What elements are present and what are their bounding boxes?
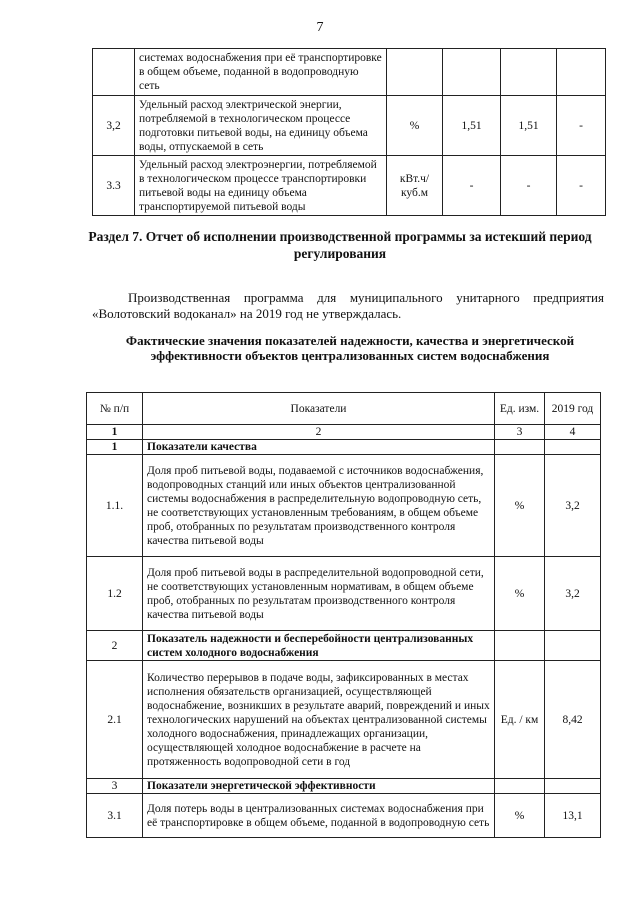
indicator-text: Доля потерь воды в централизованных системах водоснабжения при её транспортировке в общем объеме, поданной в водопроводную сеть: [143, 794, 495, 838]
column-number: 1: [87, 425, 143, 440]
unit-cell: [495, 779, 545, 794]
section-row: [87, 779, 601, 794]
row-number: 3.3: [93, 156, 135, 216]
table-row: [93, 96, 606, 156]
table-row: [87, 794, 601, 838]
unit-cell: кВт.ч/ куб.м: [387, 156, 443, 216]
unit-cell: [495, 440, 545, 455]
page-number: 7: [316, 20, 324, 35]
value-cell: -: [557, 156, 606, 216]
value-cell: -: [557, 96, 606, 156]
row-number: 3,2: [93, 96, 135, 156]
indicator-text: Удельный расход электрической энергии, потребляемой в технологическом процессе подготовки питьевой воды, на единицу объема воды, отпускаемой в сеть: [135, 96, 387, 156]
table-row: [93, 49, 606, 96]
section-title: Раздел 7. Отчет об исполнении производственной программы за истекший период регулирования: [88, 229, 592, 261]
table-row: [87, 455, 601, 557]
header-name: Показатели: [143, 393, 495, 425]
unit-cell: Ед. / км: [495, 661, 545, 779]
row-number: 1.2: [87, 557, 143, 631]
value-cell: 13,1: [545, 794, 601, 838]
column-number: 4: [545, 425, 601, 440]
header-num: № п/п: [87, 393, 143, 425]
section-row: [87, 440, 601, 455]
body-paragraph: Производственная программа для муниципального унитарного предприятия «Волотовский водоканал» на 2019 год не утверждалась.: [92, 290, 604, 321]
section-heading: Показатели качества: [143, 440, 495, 455]
row-number: 1.1.: [87, 455, 143, 557]
unit-cell: %: [495, 557, 545, 631]
indicator-text: системах водоснабжения при её транспортировке в общем объеме, поданной в водопроводную сеть: [135, 49, 387, 96]
table-row: [93, 156, 606, 216]
unit-cell: %: [495, 794, 545, 838]
row-number: 2.1: [87, 661, 143, 779]
column-number: 3: [495, 425, 545, 440]
value-cell: 3,2: [545, 557, 601, 631]
value-cell: [443, 49, 501, 96]
value-cell: [545, 440, 601, 455]
value-cell: 1,51: [501, 96, 557, 156]
column-number: 2: [143, 425, 495, 440]
value-cell: 1,51: [443, 96, 501, 156]
unit-cell: %: [495, 455, 545, 557]
row-number: 2: [87, 631, 143, 661]
row-number: [93, 49, 135, 96]
unit-cell: %: [387, 96, 443, 156]
value-cell: [557, 49, 606, 96]
value-cell: 3,2: [545, 455, 601, 557]
row-number: 3.1: [87, 794, 143, 838]
indicators-table: [86, 392, 601, 838]
indicator-text: Доля проб питьевой воды в распределительной водопроводной сети, не соответствующих установленным нормативам, в общем объеме проб, отобранных по результатам производственного контроля качества питьевой воды: [143, 557, 495, 631]
indicator-text: Доля проб питьевой воды, подаваемой с источников водоснабжения, водопроводных станций или иных объектов централизованной системы водоснабжения в распределительную водопроводную сеть, не соответствующих установленным требованиям, в общем объеме проб, отобранных по результатам производственного контроля качества питьевой воды: [143, 455, 495, 557]
indicator-text: Количество перерывов в подаче воды, зафиксированных в местах исполнения обязательств организацией, осуществляющей водоснабжение, возникших в результате аварий, повреждений и иных технологических нарушений на объектах централизованной системы холодного водоснабжения, принадлежащих организации, осуществляющей холодное водоснабжение в расчете на протяженность водопроводной сети в год: [143, 661, 495, 779]
row-number: 1: [87, 440, 143, 455]
section-heading: Показатель надежности и бесперебойности централизованных систем холодного водоснабжения: [143, 631, 495, 661]
unit-cell: [387, 49, 443, 96]
table-row: [87, 557, 601, 631]
column-number-row: [87, 425, 601, 440]
value-cell: -: [443, 156, 501, 216]
header-row: [87, 393, 601, 425]
table-title: Фактические значения показателей надежности, качества и энергетической эффективности объектов централизованных систем водоснабжения: [125, 333, 575, 363]
value-cell: 8,42: [545, 661, 601, 779]
header-year: 2019 год: [545, 393, 601, 425]
header-unit: Ед. изм.: [495, 393, 545, 425]
value-cell: [501, 49, 557, 96]
value-cell: -: [501, 156, 557, 216]
indicator-text: Удельный расход электроэнергии, потребляемой в технологическом процессе транспортировки питьевой воды на единицу объема транспортируемой питьевой воды: [135, 156, 387, 216]
section-row: [87, 631, 601, 661]
row-number: 3: [87, 779, 143, 794]
top-indicator-table: [92, 48, 606, 216]
value-cell: [545, 631, 601, 661]
section-heading: Показатели энергетической эффективности: [143, 779, 495, 794]
table-row: [87, 661, 601, 779]
unit-cell: [495, 631, 545, 661]
value-cell: [545, 779, 601, 794]
